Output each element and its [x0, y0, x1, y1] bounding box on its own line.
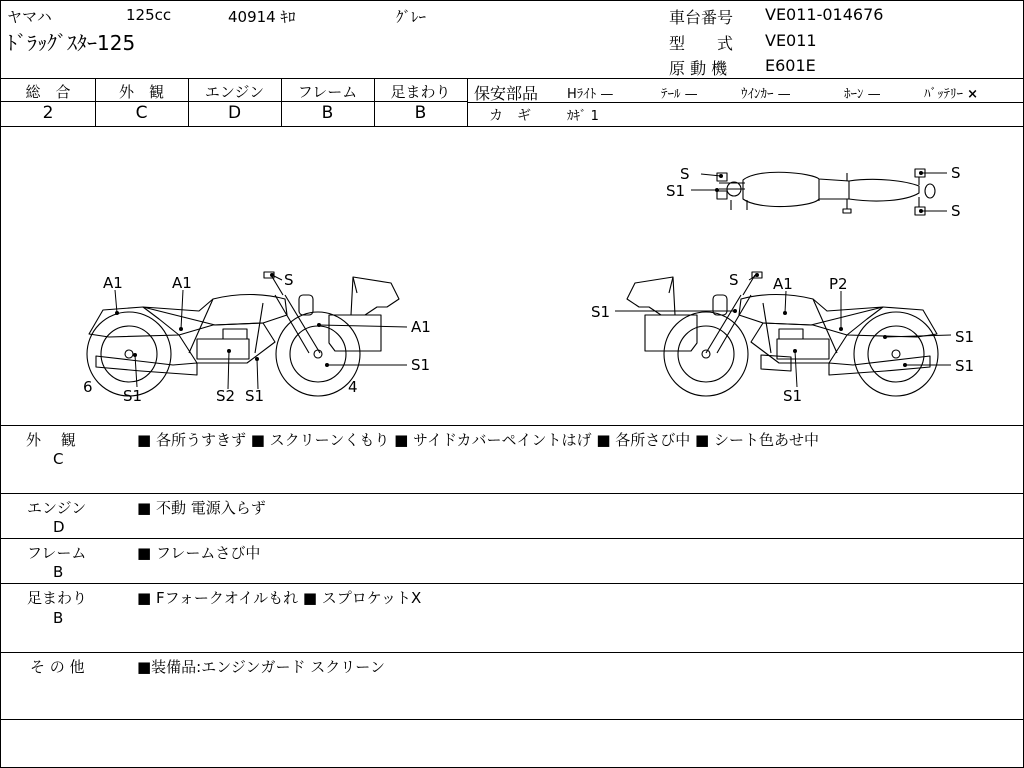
grade-value-frame: B	[321, 103, 334, 123]
key-value: ｶｷﾞ 1	[567, 109, 599, 124]
displacement: 125cc	[126, 6, 172, 24]
mark-right-s1-wheel: S1	[955, 357, 975, 375]
section-other-text: ■装備品:エンジンガード スクリーン	[137, 658, 385, 676]
mileage: 40914 ｷﾛ	[228, 8, 296, 26]
safety-tail: ﾃｰﾙ —	[661, 87, 698, 102]
section-suspension-title: 足まわり	[27, 589, 88, 607]
key-label: カ ギ	[489, 108, 531, 124]
mark-right-a1-tank: A1	[773, 275, 793, 293]
safety-battery: ﾊﾞｯﾃﾘｰ ×	[924, 87, 979, 102]
grade-label-engine: エンジン	[204, 83, 265, 101]
mark-left-4: 4	[348, 378, 358, 396]
section-engine-text: ■ 不動 電源入らず	[137, 499, 266, 517]
grade-value-engine: D	[227, 103, 242, 123]
mark-left-a1-screen: A1	[411, 318, 431, 336]
mark-right-p2-seat: P2	[829, 275, 848, 293]
section-suspension-text: ■ Fフォークオイルもれ ■ スプロケットX	[137, 589, 422, 607]
mark-left-s1-frame: S1	[245, 387, 265, 405]
section-engine-title: エンジン	[27, 499, 87, 517]
grade-value-total: 2	[42, 103, 54, 123]
mark-top-s3: S	[951, 202, 961, 220]
frame-no: VE011-014676	[765, 5, 884, 24]
section-suspension-grade: B	[53, 609, 64, 627]
mark-left-s1-exhaust: S1	[123, 387, 143, 405]
model-code-label: 型 式	[669, 34, 734, 53]
mark-left-6: 6	[83, 378, 93, 396]
mark-right-s1-engine: S1	[783, 387, 803, 405]
safety-label: 保安部品	[474, 84, 539, 103]
mark-left-a1-tank: A1	[172, 274, 192, 292]
section-exterior-text: ■ 各所うすきず ■ スクリーンくもり ■ サイドカバーペイントはげ ■ 各所さび中 ■ シート色あせ中	[137, 431, 819, 449]
mark-right-s1-cover: S1	[955, 328, 975, 346]
safety-winker: ｳｲﾝｶｰ —	[741, 87, 791, 102]
section-engine-grade: D	[53, 518, 65, 536]
model-code: VE011	[765, 31, 817, 50]
leader-lines	[115, 173, 951, 389]
bike-top-view	[717, 169, 935, 215]
mark-left-s2-engine: S2	[216, 387, 236, 405]
grade-label-exterior: 外 観	[118, 83, 164, 101]
mark-top-s1b: S1	[666, 182, 686, 200]
mark-left-s1-wheel: S1	[411, 356, 431, 374]
model-name: ﾄﾞﾗｯｸﾞｽﾀｰ125	[7, 31, 136, 55]
frame-no-label: 車台番号	[669, 8, 734, 27]
color: ｸﾞﾚｰ	[396, 8, 427, 26]
grade-label-total: 総 合	[25, 83, 71, 101]
damage-diagram	[1, 127, 1023, 425]
safety-horn: ﾎｰﾝ —	[844, 87, 881, 102]
mark-left-s-mirror: S	[284, 271, 294, 289]
mark-right-s-mirror: S	[729, 271, 739, 289]
section-frame-title: フレーム	[27, 544, 87, 562]
mark-left-a1-seat: A1	[103, 274, 123, 292]
grade-label-frame: フレーム	[297, 83, 358, 101]
grade-label-suspension: 足まわり	[390, 83, 451, 101]
maker: ヤマハ	[7, 8, 52, 26]
grade-value-exterior: C	[135, 103, 148, 123]
mark-top-s1: S	[680, 165, 690, 183]
section-exterior-grade: C	[53, 450, 64, 468]
section-exterior-title: 外 観	[26, 431, 76, 449]
safety-headlight: Hﾗｲﾄ —	[567, 87, 614, 102]
marker-dots	[115, 171, 923, 367]
engine-label: 原 動 機	[669, 59, 728, 78]
mark-right-s1-screen: S1	[591, 303, 611, 321]
section-frame-grade: B	[53, 563, 64, 581]
engine-code: E601E	[765, 56, 816, 75]
grade-value-suspension: B	[414, 103, 427, 123]
section-other-title: そ の 他	[30, 658, 85, 676]
section-frame-text: ■ フレームさび中	[137, 544, 261, 562]
mark-top-s2: S	[951, 164, 961, 182]
